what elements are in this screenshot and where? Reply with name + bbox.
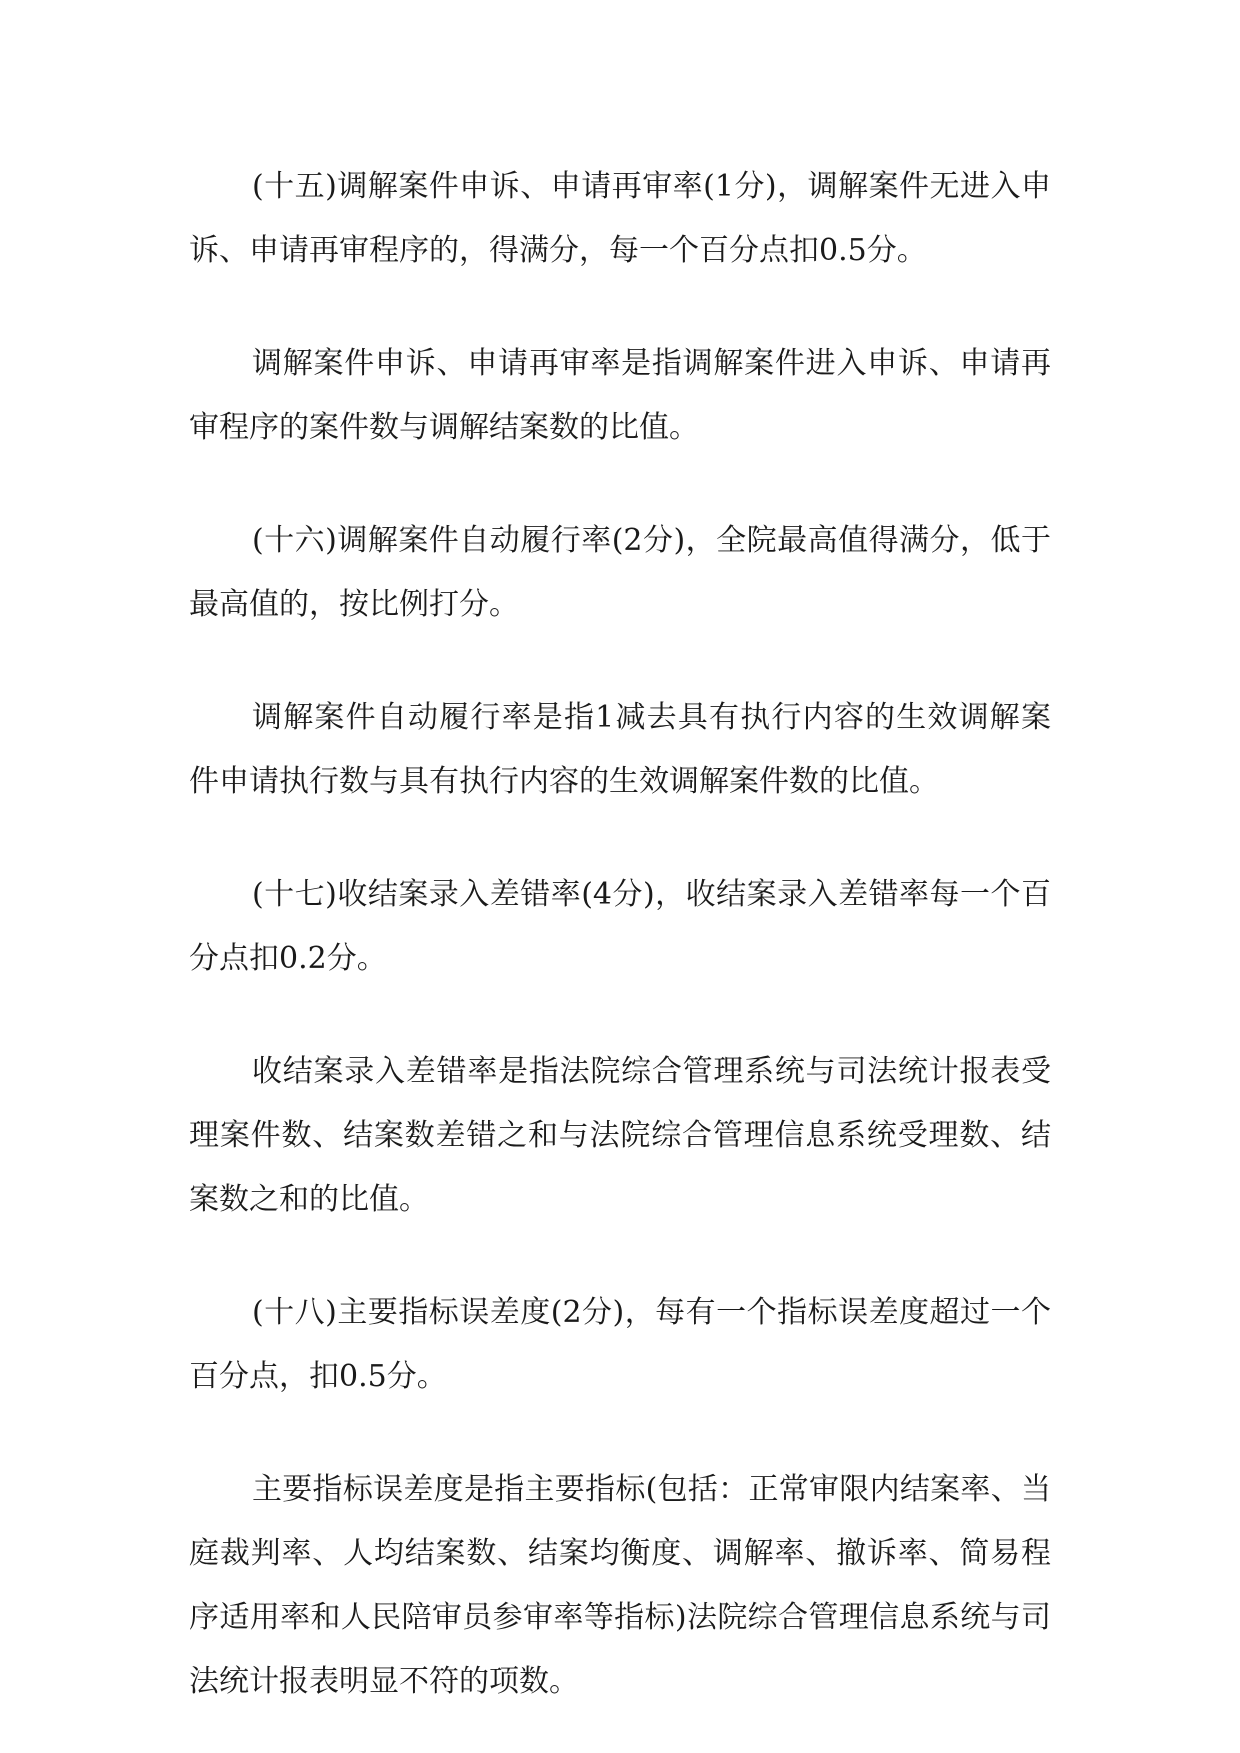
paragraph-item-16-definition: 调解案件自动履行率是指1减去具有执行内容的生效调解案件申请执行数与具有执行内容的生效调解案件数的比值。 [189, 700, 1051, 799]
document-body [189, 155, 1051, 1714]
paragraph-item-16-heading: (十六)调解案件自动履行率(2分)，全院最高值得满分，低于最高值的，按比例打分。 [189, 523, 1051, 622]
paragraph-item-15-definition: 调解案件申诉、申请再审率是指调解案件进入申诉、申请再审程序的案件数与调解结案数的比值。 [189, 346, 1051, 445]
paragraph-item-18-definition: 主要指标误差度是指主要指标(包括：正常审限内结案率、当庭裁判率、人均结案数、结案均衡度、调解率、撤诉率、简易程序适用率和人民陪审员参审率等指标)法院综合管理信息系统与司法统计报表明显不符的项数。 [189, 1472, 1051, 1699]
paragraph-item-18-heading: (十八)主要指标误差度(2分)，每有一个指标误差度超过一个百分点，扣0.5分。 [189, 1295, 1051, 1394]
paragraph-item-15-heading: (十五)调解案件申诉、申请再审率(1分)，调解案件无进入申诉、申请再审程序的，得满分，每一个百分点扣0.5分。 [189, 169, 1051, 268]
paragraph-item-17-heading: (十七)收结案录入差错率(4分)，收结案录入差错率每一个百分点扣0.2分。 [189, 877, 1051, 976]
paragraph-item-17-definition: 收结案录入差错率是指法院综合管理系统与司法统计报表受理案件数、结案数差错之和与法院综合管理信息系统受理数、结案数之和的比值。 [189, 1054, 1051, 1217]
